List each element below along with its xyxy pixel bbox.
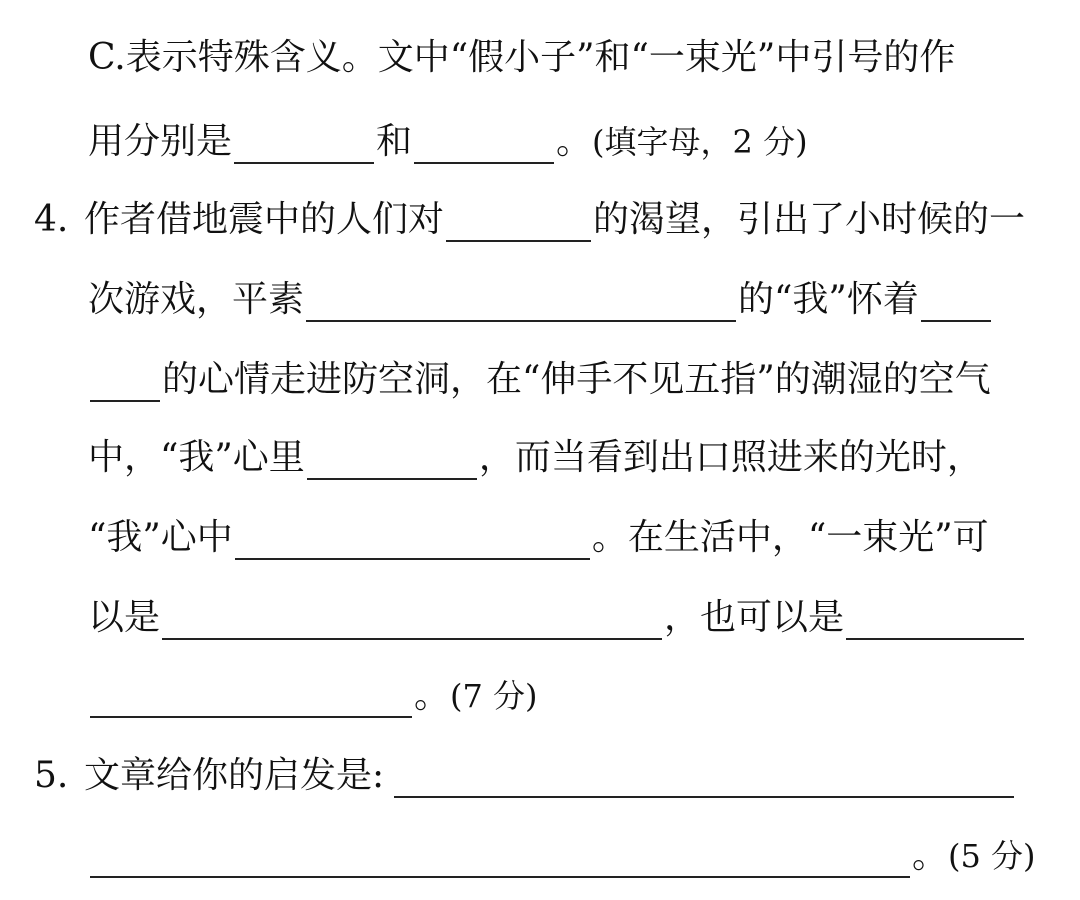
q3-score: (填字母，2 分) [592,123,808,161]
q5-line-2 [88,822,1036,878]
q5-blank-1[interactable] [394,756,1014,798]
q4-seg3: 次游戏，平素 [88,279,305,320]
q3-answer-line [88,108,808,164]
q4-score: (7 分) [450,677,538,715]
q4-seg6: 中，“我”心里 [88,437,305,478]
q4-line-6 [88,584,1026,640]
q5-end: 。 [912,835,949,876]
q4-seg9: 。在生活中，“一束光”可 [591,517,989,558]
q3-mid-text: 和 [376,121,413,162]
q4-blank-3a[interactable] [921,280,991,322]
q3-blank-1[interactable] [234,122,374,164]
q4-blank-7b[interactable] [90,676,412,718]
q4-line-2 [88,266,993,322]
q4-number: 4. [34,199,69,240]
q4-seg7: ，而当看到出口照进来的光时， [478,437,983,478]
q3-post-text: 。 [556,121,593,162]
q4-seg4: 的“我”怀着 [738,279,919,320]
q4-line-3 [88,346,991,402]
q4-seg2: 的渴望，引出了小时候的一 [593,199,1026,240]
q4-blank-1[interactable] [446,200,591,242]
q4-seg11: ，也可以是 [664,597,845,638]
q4-blank-5[interactable] [235,518,590,560]
q4-line-7 [88,662,538,718]
q5-prompt: 文章给你的启发是: [84,755,385,796]
q4-line-1 [34,186,1025,242]
q4-line-4 [88,424,983,480]
q3-pre-text: 用分别是 [88,121,233,162]
q4-seg5: 的心情走进防空洞，在“伸手不见五指”的潮湿的空气 [162,359,991,400]
q5-number: 5. [34,755,69,796]
q4-blank-7a[interactable] [846,598,1024,640]
q4-blank-3b[interactable] [90,360,160,402]
q3-blank-2[interactable] [414,122,554,164]
q4-blank-4[interactable] [307,438,477,480]
q4-seg10: 以是 [88,597,161,638]
q4-seg1: 作者借地震中的人们对 [84,199,445,240]
q4-line-5 [88,504,989,560]
q5-line-1 [34,742,1016,798]
option-c-line [88,24,955,80]
q4-blank-2[interactable] [306,280,736,322]
q5-score: (5 分) [948,837,1036,875]
option-c-text: C.表示特殊含义。文中“假小子”和“一束光”中引号的作 [88,37,956,78]
q4-blank-6[interactable] [162,598,662,640]
q5-blank-2[interactable] [90,836,910,878]
q4-seg8: “我”心中 [88,517,233,558]
q4-seg12-post: 。 [414,675,451,716]
